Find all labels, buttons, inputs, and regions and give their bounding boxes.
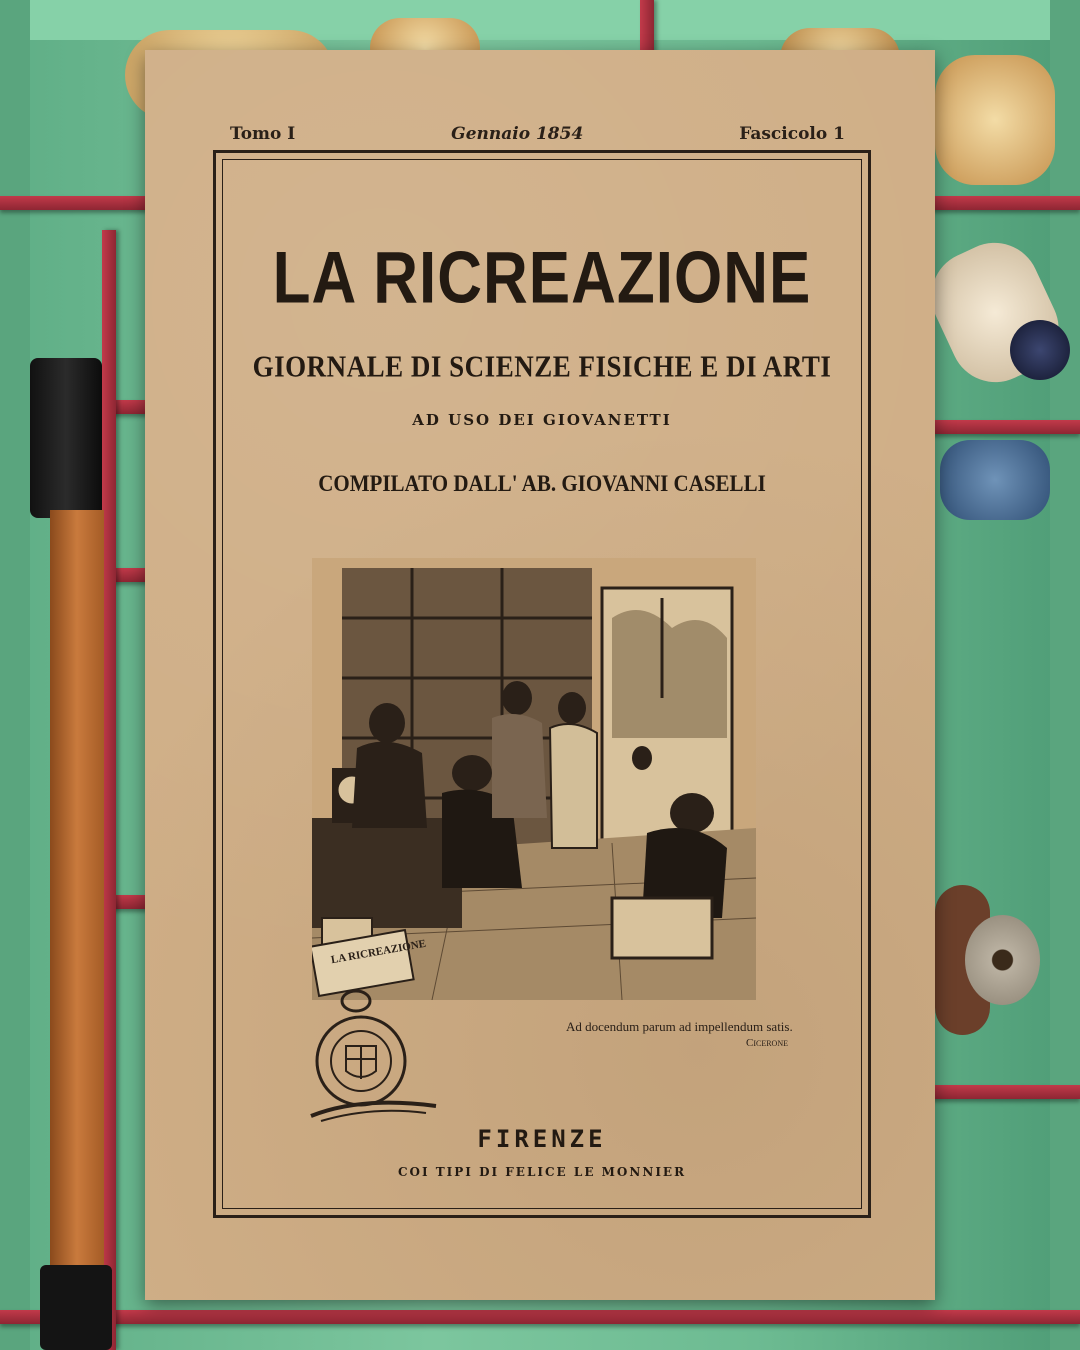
coin — [965, 915, 1040, 1005]
journal-title: LA RICREAZIONE — [272, 237, 812, 320]
engraving-illustration — [312, 558, 756, 1000]
tassel — [940, 440, 1050, 520]
issue-date: Gennaio 1854 — [451, 124, 584, 144]
epigraph-author: Cicerone — [745, 1037, 788, 1049]
game-piece — [1010, 320, 1070, 380]
issue-number: Fascicolo 1 — [739, 124, 845, 144]
imprint-city: FIRENZE — [477, 1125, 607, 1153]
box-divider — [0, 1310, 1080, 1324]
header-row — [230, 124, 845, 144]
journal-cover — [145, 50, 935, 1300]
epigraph — [566, 1019, 806, 1049]
library-stamp — [301, 981, 441, 1141]
box-divider — [930, 420, 1080, 434]
volume-label: Tomo I — [230, 124, 296, 144]
epigraph-text: Ad docendum parum ad impellendum satis. — [566, 1019, 793, 1034]
mallet-head — [30, 358, 102, 518]
mallet-handle — [50, 510, 104, 1270]
mallet-tip — [40, 1265, 112, 1350]
audience-line: AD USO DEI GIOVANETTI — [412, 411, 672, 429]
illustration-sign: LA RICREAZIONE — [330, 937, 427, 967]
journal-subtitle: GIORNALE DI SCIENZE FISICHE E DI ARTI — [252, 348, 832, 384]
compiler-line: COMPILATO DALL' AB. GIOVANNI CASELLI — [318, 469, 766, 497]
cover-frame — [213, 150, 871, 1218]
imprint-publisher: COI TIPI DI FELICE LE MONNIER — [397, 1165, 687, 1179]
box-divider — [930, 1085, 1080, 1099]
box-divider — [102, 230, 116, 1350]
game-piece — [935, 55, 1055, 185]
